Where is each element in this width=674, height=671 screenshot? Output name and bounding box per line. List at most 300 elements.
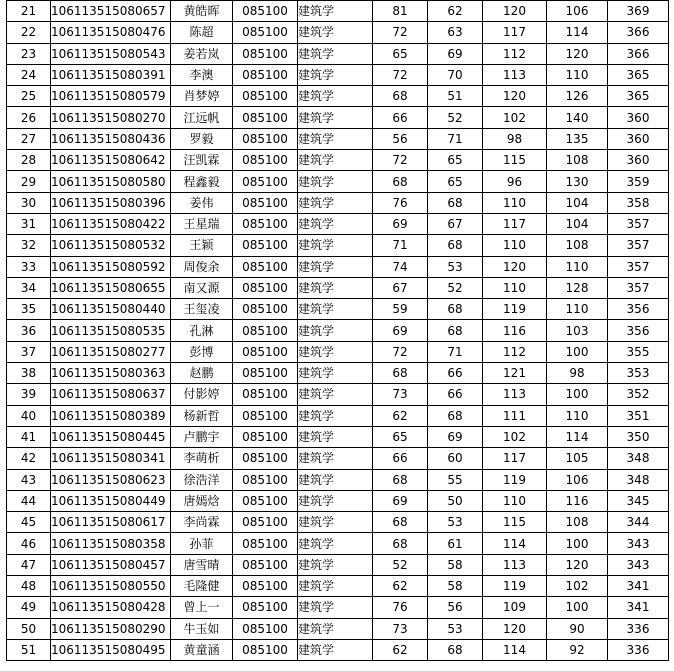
rank-cell: 25 — [7, 86, 51, 107]
major-code-cell: 085100 — [233, 469, 298, 490]
name-cell: 徐浩洋 — [171, 469, 233, 490]
total-score-cell: 348 — [608, 448, 669, 469]
score-2-cell: 69 — [428, 426, 483, 447]
major-code-cell: 085100 — [233, 171, 298, 192]
score-3-cell: 109 — [483, 597, 547, 618]
score-2-cell: 51 — [428, 86, 483, 107]
major-name-cell: 建筑学 — [298, 363, 373, 384]
total-score-cell: 365 — [608, 86, 669, 107]
major-code-cell: 085100 — [233, 277, 298, 298]
table-row — [7, 597, 669, 618]
exam-id-cell: 106113515080277 — [51, 341, 171, 362]
score-1-cell: 68 — [373, 171, 428, 192]
name-cell: 曾上一 — [171, 597, 233, 618]
score-1-cell: 62 — [373, 576, 428, 597]
exam-id-cell: 106113515080457 — [51, 554, 171, 575]
exam-id-cell: 106113515080363 — [51, 363, 171, 384]
major-name-cell: 建筑学 — [298, 405, 373, 426]
exam-id-cell: 106113515080270 — [51, 107, 171, 128]
score-table — [6, 0, 669, 661]
score-3-cell: 114 — [483, 639, 547, 660]
total-score-cell: 359 — [608, 171, 669, 192]
major-code-cell: 085100 — [233, 320, 298, 341]
exam-id-cell: 106113515080623 — [51, 469, 171, 490]
total-score-cell: 341 — [608, 576, 669, 597]
table-row — [7, 363, 669, 384]
major-name-cell: 建筑学 — [298, 256, 373, 277]
score-3-cell: 113 — [483, 554, 547, 575]
rank-cell: 42 — [7, 448, 51, 469]
name-cell: 江远帆 — [171, 107, 233, 128]
rank-cell: 37 — [7, 341, 51, 362]
score-1-cell: 62 — [373, 639, 428, 660]
score-4-cell: 120 — [547, 554, 608, 575]
name-cell: 彭博 — [171, 341, 233, 362]
exam-id-cell: 106113515080449 — [51, 490, 171, 511]
name-cell: 王玺凌 — [171, 299, 233, 320]
score-3-cell: 120 — [483, 256, 547, 277]
name-cell: 付影婷 — [171, 384, 233, 405]
major-code-cell: 085100 — [233, 86, 298, 107]
score-2-cell: 68 — [428, 320, 483, 341]
score-2-cell: 67 — [428, 213, 483, 234]
score-table-body — [7, 1, 669, 661]
major-name-cell: 建筑学 — [298, 320, 373, 341]
major-code-cell: 085100 — [233, 554, 298, 575]
score-4-cell: 100 — [547, 384, 608, 405]
name-cell: 孔淋 — [171, 320, 233, 341]
score-1-cell: 68 — [373, 469, 428, 490]
score-1-cell: 76 — [373, 597, 428, 618]
score-3-cell: 111 — [483, 405, 547, 426]
name-cell: 唐嫣焓 — [171, 490, 233, 511]
major-name-cell: 建筑学 — [298, 235, 373, 256]
major-name-cell: 建筑学 — [298, 107, 373, 128]
score-1-cell: 72 — [373, 64, 428, 85]
score-2-cell: 55 — [428, 469, 483, 490]
major-code-cell: 085100 — [233, 448, 298, 469]
major-code-cell: 085100 — [233, 426, 298, 447]
major-name-cell: 建筑学 — [298, 639, 373, 660]
table-row — [7, 533, 669, 554]
name-cell: 卢鹏宇 — [171, 426, 233, 447]
score-1-cell: 72 — [373, 22, 428, 43]
score-3-cell: 110 — [483, 490, 547, 511]
major-code-cell: 085100 — [233, 22, 298, 43]
major-code-cell: 085100 — [233, 1, 298, 22]
total-score-cell: 351 — [608, 405, 669, 426]
table-row — [7, 512, 669, 533]
score-4-cell: 100 — [547, 533, 608, 554]
major-name-cell: 建筑学 — [298, 64, 373, 85]
score-1-cell: 69 — [373, 490, 428, 511]
score-2-cell: 60 — [428, 448, 483, 469]
rank-cell: 44 — [7, 490, 51, 511]
rank-cell: 38 — [7, 363, 51, 384]
major-code-cell: 085100 — [233, 43, 298, 64]
score-4-cell: 120 — [547, 43, 608, 64]
score-4-cell: 110 — [547, 299, 608, 320]
score-3-cell: 115 — [483, 150, 547, 171]
score-1-cell: 66 — [373, 448, 428, 469]
exam-id-cell: 106113515080440 — [51, 299, 171, 320]
table-row — [7, 128, 669, 149]
exam-id-cell: 106113515080358 — [51, 533, 171, 554]
score-2-cell: 58 — [428, 576, 483, 597]
rank-cell: 21 — [7, 1, 51, 22]
major-name-cell: 建筑学 — [298, 512, 373, 533]
total-score-cell: 355 — [608, 341, 669, 362]
name-cell: 王星瑞 — [171, 213, 233, 234]
score-1-cell: 72 — [373, 150, 428, 171]
rank-cell: 41 — [7, 426, 51, 447]
table-row — [7, 320, 669, 341]
table-row — [7, 22, 669, 43]
major-code-cell: 085100 — [233, 256, 298, 277]
rank-cell: 26 — [7, 107, 51, 128]
score-1-cell: 69 — [373, 213, 428, 234]
major-name-cell: 建筑学 — [298, 22, 373, 43]
score-3-cell: 120 — [483, 1, 547, 22]
major-code-cell: 085100 — [233, 299, 298, 320]
major-name-cell: 建筑学 — [298, 1, 373, 22]
score-4-cell: 116 — [547, 490, 608, 511]
name-cell: 毛隆健 — [171, 576, 233, 597]
score-1-cell: 68 — [373, 512, 428, 533]
total-score-cell: 348 — [608, 469, 669, 490]
name-cell: 李萌析 — [171, 448, 233, 469]
total-score-cell: 360 — [608, 128, 669, 149]
name-cell: 孙菲 — [171, 533, 233, 554]
major-name-cell: 建筑学 — [298, 448, 373, 469]
major-name-cell: 建筑学 — [298, 150, 373, 171]
major-code-cell: 085100 — [233, 384, 298, 405]
rank-cell: 28 — [7, 150, 51, 171]
major-code-cell: 085100 — [233, 341, 298, 362]
table-row — [7, 213, 669, 234]
rank-cell: 24 — [7, 64, 51, 85]
table-row — [7, 43, 669, 64]
score-4-cell: 105 — [547, 448, 608, 469]
score-1-cell: 56 — [373, 128, 428, 149]
total-score-cell: 357 — [608, 256, 669, 277]
score-2-cell: 56 — [428, 597, 483, 618]
major-code-cell: 085100 — [233, 128, 298, 149]
exam-id-cell: 106113515080550 — [51, 576, 171, 597]
score-1-cell: 68 — [373, 363, 428, 384]
score-3-cell: 117 — [483, 448, 547, 469]
score-2-cell: 68 — [428, 639, 483, 660]
score-3-cell: 115 — [483, 512, 547, 533]
exam-id-cell: 106113515080543 — [51, 43, 171, 64]
table-row — [7, 618, 669, 639]
score-3-cell: 110 — [483, 192, 547, 213]
exam-id-cell: 106113515080290 — [51, 618, 171, 639]
rank-cell: 47 — [7, 554, 51, 575]
score-4-cell: 110 — [547, 64, 608, 85]
score-4-cell: 102 — [547, 576, 608, 597]
major-code-cell: 085100 — [233, 363, 298, 384]
score-4-cell: 90 — [547, 618, 608, 639]
total-score-cell: 345 — [608, 490, 669, 511]
exam-id-cell: 106113515080389 — [51, 405, 171, 426]
table-row — [7, 256, 669, 277]
score-2-cell: 66 — [428, 384, 483, 405]
total-score-cell: 336 — [608, 618, 669, 639]
total-score-cell: 341 — [608, 597, 669, 618]
total-score-cell: 360 — [608, 107, 669, 128]
score-3-cell: 117 — [483, 213, 547, 234]
score-4-cell: 108 — [547, 235, 608, 256]
major-code-cell: 085100 — [233, 490, 298, 511]
name-cell: 赵鹏 — [171, 363, 233, 384]
table-row — [7, 639, 669, 660]
major-name-cell: 建筑学 — [298, 469, 373, 490]
score-4-cell: 103 — [547, 320, 608, 341]
exam-id-cell: 106113515080580 — [51, 171, 171, 192]
table-row — [7, 150, 669, 171]
exam-id-cell: 106113515080391 — [51, 64, 171, 85]
major-code-cell: 085100 — [233, 639, 298, 660]
table-row — [7, 192, 669, 213]
total-score-cell: 357 — [608, 213, 669, 234]
score-2-cell: 68 — [428, 235, 483, 256]
score-4-cell: 108 — [547, 512, 608, 533]
exam-id-cell: 106113515080637 — [51, 384, 171, 405]
score-2-cell: 69 — [428, 43, 483, 64]
name-cell: 李尚霖 — [171, 512, 233, 533]
rank-cell: 35 — [7, 299, 51, 320]
score-4-cell: 128 — [547, 277, 608, 298]
score-3-cell: 112 — [483, 43, 547, 64]
score-3-cell: 110 — [483, 235, 547, 256]
score-1-cell: 52 — [373, 554, 428, 575]
score-3-cell: 113 — [483, 64, 547, 85]
score-4-cell: 106 — [547, 1, 608, 22]
score-2-cell: 53 — [428, 618, 483, 639]
score-2-cell: 63 — [428, 22, 483, 43]
score-3-cell: 121 — [483, 363, 547, 384]
exam-id-cell: 106113515080617 — [51, 512, 171, 533]
score-4-cell: 110 — [547, 405, 608, 426]
total-score-cell: 369 — [608, 1, 669, 22]
major-name-cell: 建筑学 — [298, 213, 373, 234]
major-name-cell: 建筑学 — [298, 597, 373, 618]
major-name-cell: 建筑学 — [298, 299, 373, 320]
score-2-cell: 65 — [428, 150, 483, 171]
major-name-cell: 建筑学 — [298, 490, 373, 511]
major-name-cell: 建筑学 — [298, 86, 373, 107]
name-cell: 汪凯霖 — [171, 150, 233, 171]
score-1-cell: 66 — [373, 107, 428, 128]
score-3-cell: 112 — [483, 341, 547, 362]
table-row — [7, 1, 669, 22]
exam-id-cell: 106113515080579 — [51, 86, 171, 107]
name-cell: 南又源 — [171, 277, 233, 298]
score-3-cell: 98 — [483, 128, 547, 149]
total-score-cell: 350 — [608, 426, 669, 447]
score-4-cell: 110 — [547, 256, 608, 277]
major-code-cell: 085100 — [233, 576, 298, 597]
score-1-cell: 68 — [373, 533, 428, 554]
exam-id-cell: 106113515080341 — [51, 448, 171, 469]
table-row — [7, 576, 669, 597]
total-score-cell: 344 — [608, 512, 669, 533]
exam-id-cell: 106113515080428 — [51, 597, 171, 618]
major-name-cell: 建筑学 — [298, 277, 373, 298]
major-name-cell: 建筑学 — [298, 128, 373, 149]
major-code-cell: 085100 — [233, 618, 298, 639]
exam-id-cell: 106113515080592 — [51, 256, 171, 277]
rank-cell: 49 — [7, 597, 51, 618]
rank-cell: 34 — [7, 277, 51, 298]
score-3-cell: 119 — [483, 469, 547, 490]
score-2-cell: 70 — [428, 64, 483, 85]
exam-id-cell: 106113515080445 — [51, 426, 171, 447]
exam-id-cell: 106113515080655 — [51, 277, 171, 298]
major-code-cell: 085100 — [233, 213, 298, 234]
score-1-cell: 65 — [373, 426, 428, 447]
score-3-cell: 96 — [483, 171, 547, 192]
score-4-cell: 100 — [547, 597, 608, 618]
total-score-cell: 356 — [608, 299, 669, 320]
score-table-sheet — [6, 0, 669, 661]
rank-cell: 22 — [7, 22, 51, 43]
table-row — [7, 277, 669, 298]
major-name-cell: 建筑学 — [298, 43, 373, 64]
rank-cell: 33 — [7, 256, 51, 277]
major-code-cell: 085100 — [233, 107, 298, 128]
name-cell: 王颖 — [171, 235, 233, 256]
name-cell: 杨新哲 — [171, 405, 233, 426]
rank-cell: 29 — [7, 171, 51, 192]
exam-id-cell: 106113515080532 — [51, 235, 171, 256]
major-code-cell: 085100 — [233, 533, 298, 554]
exam-id-cell: 106113515080642 — [51, 150, 171, 171]
exam-id-cell: 106113515080436 — [51, 128, 171, 149]
score-4-cell: 98 — [547, 363, 608, 384]
score-4-cell: 106 — [547, 469, 608, 490]
score-4-cell: 135 — [547, 128, 608, 149]
major-code-cell: 085100 — [233, 597, 298, 618]
name-cell: 唐雪晴 — [171, 554, 233, 575]
score-4-cell: 100 — [547, 341, 608, 362]
major-name-cell: 建筑学 — [298, 426, 373, 447]
exam-id-cell: 106113515080495 — [51, 639, 171, 660]
table-row — [7, 448, 669, 469]
score-1-cell: 76 — [373, 192, 428, 213]
name-cell: 陈超 — [171, 22, 233, 43]
total-score-cell: 343 — [608, 533, 669, 554]
score-2-cell: 68 — [428, 299, 483, 320]
total-score-cell: 343 — [608, 554, 669, 575]
table-row — [7, 384, 669, 405]
score-1-cell: 71 — [373, 235, 428, 256]
name-cell: 肖梦婷 — [171, 86, 233, 107]
score-4-cell: 114 — [547, 22, 608, 43]
table-row — [7, 107, 669, 128]
score-2-cell: 61 — [428, 533, 483, 554]
rank-cell: 50 — [7, 618, 51, 639]
name-cell: 罗毅 — [171, 128, 233, 149]
score-3-cell: 102 — [483, 426, 547, 447]
score-2-cell: 52 — [428, 107, 483, 128]
table-row — [7, 171, 669, 192]
score-1-cell: 74 — [373, 256, 428, 277]
table-row — [7, 86, 669, 107]
name-cell: 程鑫毅 — [171, 171, 233, 192]
score-2-cell: 62 — [428, 1, 483, 22]
major-name-cell: 建筑学 — [298, 384, 373, 405]
score-3-cell: 120 — [483, 86, 547, 107]
major-name-cell: 建筑学 — [298, 618, 373, 639]
score-4-cell: 126 — [547, 86, 608, 107]
score-3-cell: 120 — [483, 618, 547, 639]
score-2-cell: 52 — [428, 277, 483, 298]
score-3-cell: 110 — [483, 277, 547, 298]
rank-cell: 48 — [7, 576, 51, 597]
score-2-cell: 53 — [428, 256, 483, 277]
major-code-cell: 085100 — [233, 235, 298, 256]
major-name-cell: 建筑学 — [298, 576, 373, 597]
table-row — [7, 299, 669, 320]
score-2-cell: 58 — [428, 554, 483, 575]
score-3-cell: 116 — [483, 320, 547, 341]
rank-cell: 27 — [7, 128, 51, 149]
rank-cell: 45 — [7, 512, 51, 533]
major-name-cell: 建筑学 — [298, 341, 373, 362]
rank-cell: 40 — [7, 405, 51, 426]
total-score-cell: 353 — [608, 363, 669, 384]
major-code-cell: 085100 — [233, 192, 298, 213]
score-1-cell: 65 — [373, 43, 428, 64]
score-2-cell: 66 — [428, 363, 483, 384]
exam-id-cell: 106113515080396 — [51, 192, 171, 213]
score-2-cell: 68 — [428, 405, 483, 426]
score-1-cell: 69 — [373, 320, 428, 341]
table-row — [7, 469, 669, 490]
score-4-cell: 140 — [547, 107, 608, 128]
table-row — [7, 405, 669, 426]
exam-id-cell: 106113515080657 — [51, 1, 171, 22]
major-code-cell: 085100 — [233, 512, 298, 533]
exam-id-cell: 106113515080535 — [51, 320, 171, 341]
score-3-cell: 119 — [483, 576, 547, 597]
exam-id-cell: 106113515080422 — [51, 213, 171, 234]
score-2-cell: 71 — [428, 341, 483, 362]
exam-id-cell: 106113515080476 — [51, 22, 171, 43]
score-2-cell: 68 — [428, 192, 483, 213]
table-row — [7, 64, 669, 85]
total-score-cell: 356 — [608, 320, 669, 341]
total-score-cell: 365 — [608, 64, 669, 85]
total-score-cell: 366 — [608, 43, 669, 64]
score-1-cell: 72 — [373, 341, 428, 362]
score-3-cell: 114 — [483, 533, 547, 554]
total-score-cell: 352 — [608, 384, 669, 405]
score-3-cell: 117 — [483, 22, 547, 43]
major-name-cell: 建筑学 — [298, 554, 373, 575]
score-2-cell: 71 — [428, 128, 483, 149]
rank-cell: 36 — [7, 320, 51, 341]
rank-cell: 43 — [7, 469, 51, 490]
total-score-cell: 357 — [608, 277, 669, 298]
major-name-cell: 建筑学 — [298, 192, 373, 213]
score-3-cell: 113 — [483, 384, 547, 405]
name-cell: 姜伟 — [171, 192, 233, 213]
name-cell: 李澳 — [171, 64, 233, 85]
score-4-cell: 108 — [547, 150, 608, 171]
